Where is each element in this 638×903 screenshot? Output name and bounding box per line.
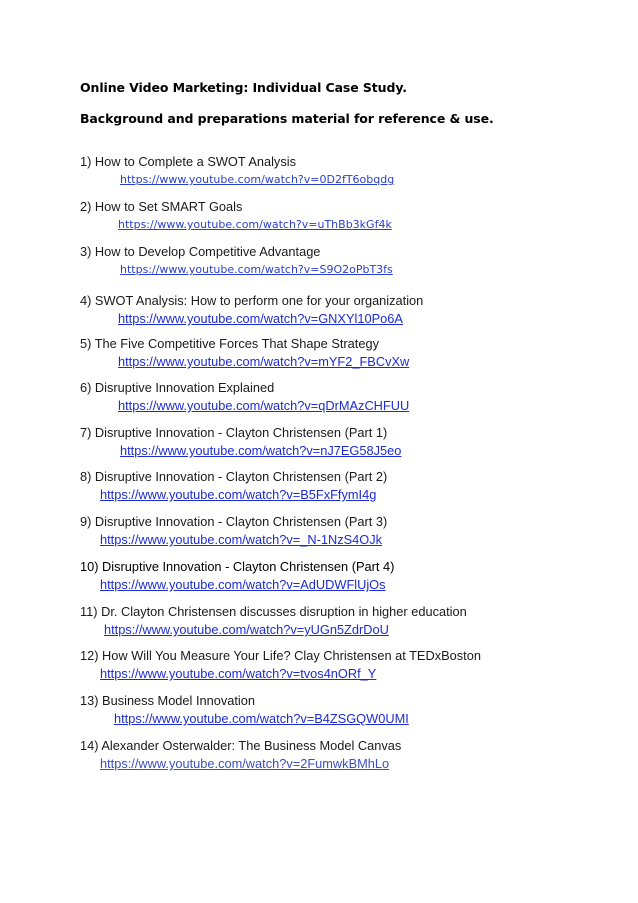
- video-link[interactable]: https://www.youtube.com/watch?v=mYF2_FBCvXw: [118, 354, 410, 369]
- list-item-label: 13) Business Model Innovation: [80, 693, 255, 708]
- video-link[interactable]: https://www.youtube.com/watch?v=B5FxFfymI4g: [100, 487, 377, 502]
- list-item-4: [80, 293, 620, 327]
- list-item-6: [80, 380, 620, 414]
- list-item-label: 5) The Five Competitive Forces That Shape Strategy: [80, 336, 379, 351]
- list-item-2: [80, 199, 620, 233]
- video-link[interactable]: https://www.youtube.com/watch?v=0D2fT6obqdg: [120, 173, 395, 186]
- video-link[interactable]: https://www.youtube.com/watch?v=AdUDWFlUjOs: [100, 577, 386, 592]
- list-item-label: 14) Alexander Osterwalder: The Business Model Canvas: [80, 738, 402, 753]
- video-link[interactable]: https://www.youtube.com/watch?v=uThBb3kGf4k: [118, 218, 392, 231]
- video-link[interactable]: https://www.youtube.com/watch?v=yUGn5ZdrDoU: [104, 622, 389, 637]
- list-item-11: [80, 604, 620, 638]
- list-item-label: 10) Disruptive Innovation - Clayton Christensen (Part 4): [80, 559, 395, 574]
- list-item-label: 2) How to Set SMART Goals: [80, 199, 243, 214]
- list-item-label: 6) Disruptive Innovation Explained: [80, 380, 275, 395]
- list-item-7: [80, 425, 620, 459]
- list-item-label: 8) Disruptive Innovation - Clayton Christensen (Part 2): [80, 469, 388, 484]
- list-item-label: 7) Disruptive Innovation - Clayton Christensen (Part 1): [80, 425, 388, 440]
- list-item-3: [80, 244, 620, 278]
- list-item-9: [80, 514, 620, 548]
- list-item-13: [80, 693, 620, 727]
- list-item-label: 9) Disruptive Innovation - Clayton Christensen (Part 3): [80, 514, 388, 529]
- video-link[interactable]: https://www.youtube.com/watch?v=tvos4nORf_Y: [100, 666, 377, 681]
- list-item-5: [80, 336, 620, 370]
- list-item-label: 4) SWOT Analysis: How to perform one for your organization: [80, 293, 424, 308]
- video-link[interactable]: https://www.youtube.com/watch?v=2FumwkBMhLo: [100, 756, 390, 771]
- document-subtitle: Background and preparations material for reference & use.: [80, 111, 494, 126]
- list-item-label: 3) How to Develop Competitive Advantage: [80, 244, 321, 259]
- list-item-1: [80, 154, 620, 188]
- list-item-label: 12) How Will You Measure Your Life? Clay Christensen at TEDxBoston: [80, 648, 481, 663]
- video-link[interactable]: https://www.youtube.com/watch?v=B4ZSGQW0UMI: [114, 711, 409, 726]
- video-link[interactable]: https://www.youtube.com/watch?v=S9O2oPbT3fs: [120, 263, 393, 276]
- video-link[interactable]: https://www.youtube.com/watch?v=GNXYl10Po6A: [118, 311, 403, 326]
- list-item-8: [80, 469, 620, 503]
- list-item-10: [80, 559, 620, 593]
- video-link[interactable]: https://www.youtube.com/watch?v=nJ7EG58J5eo: [120, 443, 402, 458]
- list-item-label: 1) How to Complete a SWOT Analysis: [80, 154, 296, 169]
- list-item-label: 11) Dr. Clayton Christensen discusses disruption in higher education: [80, 604, 467, 619]
- list-item-14: [80, 738, 620, 772]
- video-link[interactable]: https://www.youtube.com/watch?v=_N-1NzS4OJk: [100, 532, 383, 547]
- video-link[interactable]: https://www.youtube.com/watch?v=qDrMAzCHFUU: [118, 398, 410, 413]
- document-title: Online Video Marketing: Individual Case Study.: [80, 80, 407, 95]
- list-item-12: [80, 648, 620, 682]
